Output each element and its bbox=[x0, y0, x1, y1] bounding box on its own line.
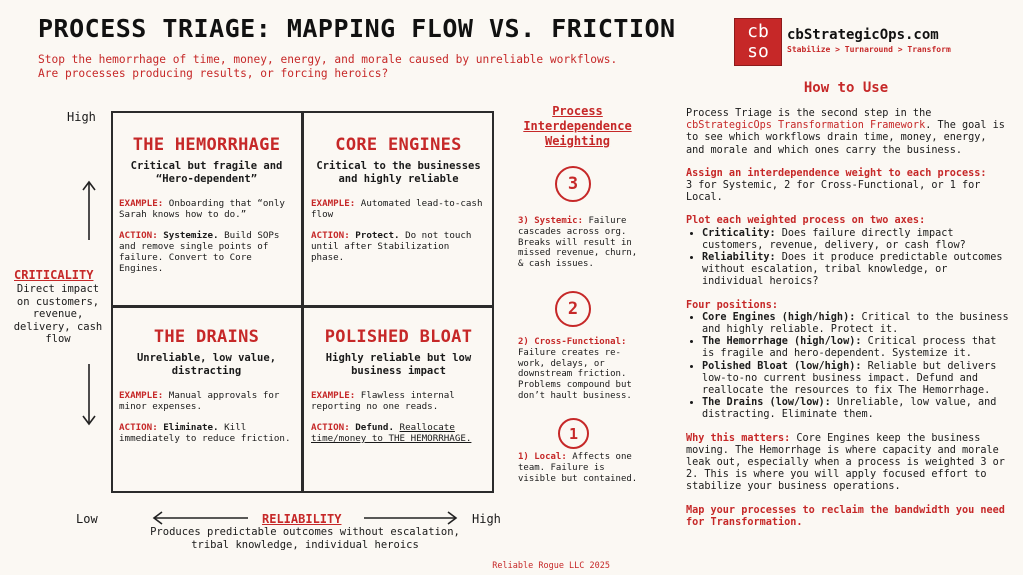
four-positions-list bbox=[686, 312, 1011, 422]
quadrant-subtitle: Highly reliable but low business impact bbox=[325, 352, 472, 377]
reliability-title: RELIABILITY bbox=[262, 512, 342, 526]
list-item: • Criticality: Does failure directly impact customers, revenue, delivery, or cash flow? bbox=[702, 228, 1011, 252]
framework-link-text: cbStrategicOps Transformation Framework bbox=[686, 120, 926, 132]
weight-3-description: 3) Systemic: Failure cascades across org. Breaks will result in missed revenue, churn, & cash issues. bbox=[518, 216, 638, 270]
quadrant-title: POLISHED BLOAT bbox=[324, 327, 473, 347]
matrix-vertical-divider bbox=[301, 111, 304, 493]
quadrant-example: EXAMPLE: Automated lead-to-cash flow bbox=[311, 198, 483, 220]
quadrant-core-engines bbox=[311, 135, 486, 263]
how-to-use-title: How to Use bbox=[803, 80, 889, 96]
footer-credit: Reliable Rogue LLC 2025 bbox=[492, 561, 610, 571]
brand-name: cbStrategicOps.com bbox=[787, 27, 939, 43]
logo-top-text: cb bbox=[747, 21, 769, 42]
weight-1-description: 1) Local: Affects one team. Failure is visible but contained. bbox=[518, 452, 638, 484]
brand-tagline: Stabilize > Turnaround > Transform bbox=[787, 45, 951, 54]
page-title: PROCESS TRIAGE: MAPPING FLOW VS. FRICTION bbox=[38, 14, 676, 43]
quadrant-action: ACTION: Protect. Do not touch until after Stabilization phase. bbox=[311, 230, 472, 263]
subtitle-line-1: Stop the hemorrhage of time, money, energy, and morale caused by unreliable workflows. bbox=[38, 53, 618, 66]
how-to-use-body bbox=[686, 108, 1011, 540]
quadrant-title: THE HEMORRHAGE bbox=[132, 135, 281, 155]
matrix-horizontal-divider bbox=[111, 305, 494, 308]
call-to-action: Map your processes to reclaim the bandwidth you need for Transformation. bbox=[686, 504, 1005, 528]
interdependence-title: Process Interdependence Weighting bbox=[523, 104, 632, 148]
quadrant-subtitle: Critical to the businesses and highly reliable bbox=[316, 160, 481, 185]
intro-paragraph: Process Triage is the second step in the cbStrategicOps Transformation Framework. The goal is to see which workflows drain time, money, energy, and morale and which ones carry the business. bbox=[686, 108, 1005, 156]
list-item: • Polished Bloat (low/high): Reliable but delivers low-to-no current business impact. Defund and reallocate the resources to fix The Hemorrhage. bbox=[702, 361, 1011, 398]
quadrant-title: CORE ENGINES bbox=[335, 135, 462, 155]
reliability-description: Produces predictable outcomes without escalation, tribal knowledge, individual heroics bbox=[150, 526, 460, 551]
quadrant-title: THE DRAINS bbox=[153, 327, 260, 347]
quadrant-example: EXAMPLE: Onboarding that “only Sarah knows how to do.” bbox=[119, 198, 285, 220]
plot-heading: Plot each weighted process on two axes: bbox=[686, 215, 926, 227]
quadrant-example: EXAMPLE: Flawless internal reporting no one reads. bbox=[311, 390, 455, 412]
weight-3-circle: 3 bbox=[555, 166, 591, 202]
plot-list bbox=[686, 228, 1011, 289]
weight-1-circle: 1 bbox=[558, 418, 589, 449]
list-item: • The Drains (low/low): Unreliable, low value, and distracting. Eliminate them. bbox=[702, 397, 1011, 421]
quadrant-drains bbox=[119, 327, 294, 444]
weight-2-circle: 2 bbox=[555, 291, 591, 327]
why-paragraph: Why this matters: Core Engines keep the business moving. The Hemorrhage is where capacity and morale leak out, especially when a process is weighted 3 or 2. This is where you will apply focused effort to stabilize your business operations. bbox=[686, 432, 1005, 493]
criticality-description: Direct impact on customers, revenue, delivery, cash flow bbox=[13, 283, 103, 345]
axis-high-right: High bbox=[472, 512, 501, 526]
page-subtitle bbox=[38, 53, 678, 81]
quadrant-subtitle: Critical but fragile and “Hero-dependent” bbox=[130, 160, 283, 185]
quadrant-polished-bloat bbox=[311, 327, 486, 444]
subtitle-line-2: Are processes producing results, or forcing heroics? bbox=[38, 67, 389, 80]
quadrant-subtitle: Unreliable, low value, distracting bbox=[136, 352, 277, 377]
list-item: • Reliability: Does it produce predictable outcomes without escalation, tribal knowledge, or individual heroics? bbox=[702, 252, 1011, 289]
weight-2-description: 2) Cross-Functional: Failure creates re-work, delays, or downstream friction. Problems compound but don’t hault business. bbox=[518, 337, 632, 401]
list-item: • The Hemorrhage (high/low): Critical process that is fragile and hero-dependent. Systemize it. bbox=[702, 336, 1011, 360]
four-positions-heading: Four positions: bbox=[686, 299, 779, 311]
quadrant-action: ACTION: Eliminate. Kill immediately to reduce friction. bbox=[119, 422, 291, 444]
brand-logo bbox=[734, 18, 782, 66]
assign-paragraph: Assign an interdependence weight to each process: 3 for Systemic, 2 for Cross-Functional, or 1 for Local. bbox=[686, 167, 987, 204]
quadrant-hemorrhage bbox=[119, 135, 294, 274]
logo-bottom-text: so bbox=[747, 41, 769, 62]
criticality-title: CRITICALITY bbox=[14, 268, 94, 282]
axis-high-top: High bbox=[67, 110, 96, 124]
list-item: • Core Engines (high/high): Critical to the business and highly reliable. Protect it. bbox=[702, 312, 1011, 336]
quadrant-example: EXAMPLE: Manual approvals for minor expenses. bbox=[119, 390, 280, 412]
axis-low: Low bbox=[76, 512, 98, 526]
quadrant-action: ACTION: Systemize. Build SOPs and remove single points of failure. Convert to Core Engines. bbox=[119, 230, 280, 274]
quadrant-action: ACTION: Defund. Reallocate time/money to THE HEMORRHAGE. bbox=[311, 422, 472, 444]
